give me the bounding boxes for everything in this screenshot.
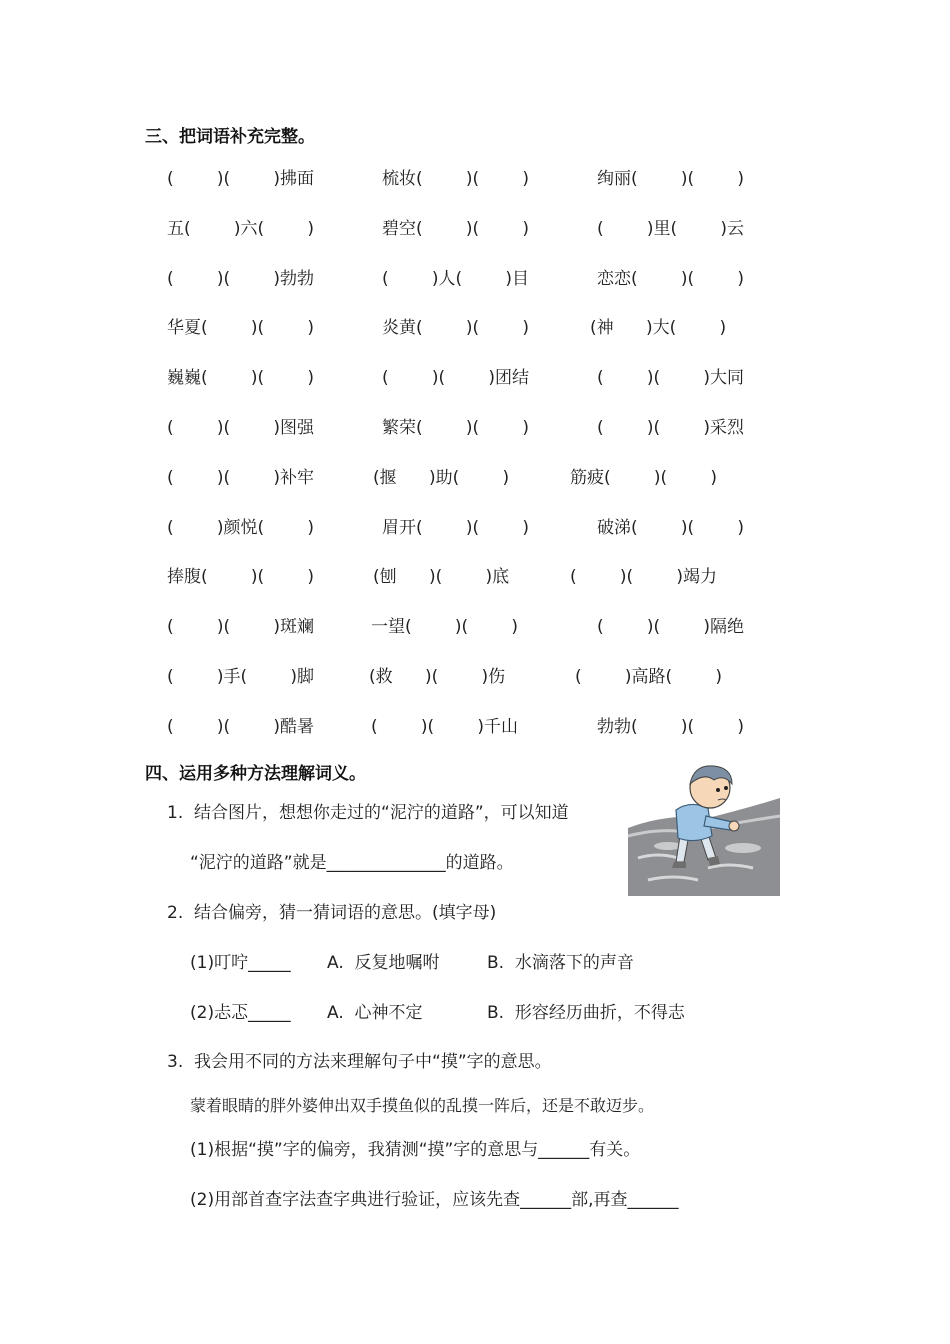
- fill-in-word: ( )( )图强: [167, 418, 314, 438]
- q3-title: 3. 我会用不同的方法来理解句子中“摸”字的意思。: [167, 1052, 552, 1072]
- boy-walking-on-muddy-road-illustration: [628, 758, 780, 896]
- fill-in-word: ( )( )酷暑: [167, 716, 314, 737]
- fill-in-word: ( )人( )目: [382, 268, 529, 289]
- q3-sub2: (2)用部首查字法查字典进行验证，应该先查______部,再查______: [190, 1190, 679, 1210]
- fill-in-word: ( )( )大同: [597, 368, 744, 389]
- section3-title: 三、把词语补充完整。: [145, 127, 315, 147]
- q2-title: 2. 结合偏旁，猜一猜词语的意思。(填字母): [167, 903, 497, 923]
- fill-in-word: 繁荣( )( ): [382, 418, 529, 438]
- fill-in-word: ( )( )采烈: [597, 418, 744, 438]
- fill-in-word: 破涕( )( ): [597, 517, 744, 538]
- q2-item1-option-a: A. 反复地嘱咐: [327, 953, 440, 973]
- fill-in-word: ( )颜悦( ): [167, 517, 314, 538]
- fill-in-word: 炎黄( )( ): [382, 318, 529, 339]
- fill-in-word: (神 )大( ): [590, 318, 727, 339]
- q3-sentence: 蒙着眼睛的胖外婆伸出双手摸鱼似的乱摸一阵后，还是不敢迈步。: [190, 1096, 655, 1115]
- fill-in-word: ( )( )隔绝: [597, 617, 744, 638]
- fill-in-word: 勃勃( )( ): [597, 716, 744, 737]
- fill-in-word: ( )手( )脚: [167, 667, 314, 687]
- fill-in-word: ( )( )拂面: [167, 169, 314, 189]
- fill-in-word: (刨 )( )底: [373, 567, 510, 588]
- fill-in-word: 五( )六( ): [167, 218, 314, 239]
- fill-in-word: 华夏( )( ): [167, 318, 314, 339]
- fill-in-word: 恋恋( )( ): [597, 268, 744, 289]
- fill-in-word: (揠 )助( ): [373, 467, 510, 488]
- fill-in-word: ( )里( )云: [597, 218, 744, 239]
- fill-in-word: 碧空( )( ): [382, 218, 529, 239]
- q2-item1-option-b: B. 水滴落下的声音: [487, 953, 634, 973]
- fill-in-word: ( )( )竭力: [570, 567, 717, 588]
- q2-item2-option-b: B. 形容经历曲折，不得志: [487, 1003, 685, 1023]
- q1-line2: “泥泞的道路”就是______________的道路。: [190, 853, 514, 873]
- fill-in-word: 巍巍( )( ): [167, 368, 314, 389]
- fill-in-word: 捧腹( )( ): [167, 567, 314, 588]
- fill-in-word: 筋疲( )( ): [570, 467, 717, 488]
- fill-in-word: ( )( )千山: [371, 716, 518, 737]
- fill-in-word: ( )( )补牢: [167, 467, 314, 488]
- q2-item1-stem: (1)叮咛_____: [190, 953, 291, 973]
- fill-in-word: 绚丽( )( ): [597, 169, 744, 189]
- fill-in-word: 一望( )( ): [371, 617, 518, 638]
- q3-sub1: (1)根据“摸”字的偏旁，我猜测“摸”字的意思与______有关。: [190, 1140, 641, 1160]
- fill-in-word: ( )( )团结: [382, 368, 529, 389]
- q1-line1: 1. 结合图片，想想你走过的“泥泞的道路”，可以知道: [167, 803, 569, 823]
- fill-in-word: ( )( )斑斓: [167, 617, 314, 638]
- fill-in-word: ( )( )勃勃: [167, 268, 314, 289]
- fill-in-word: (救 )( )伤: [369, 667, 506, 687]
- q2-item2-stem: (2)忐忑_____: [190, 1003, 291, 1023]
- fill-in-word: 眉开( )( ): [382, 517, 529, 538]
- section4-title: 四、运用多种方法理解词义。: [145, 764, 366, 784]
- fill-in-word: 梳妆( )( ): [382, 169, 529, 189]
- q2-item2-option-a: A. 心神不定: [327, 1003, 423, 1023]
- fill-in-word: ( )高路( ): [575, 667, 722, 687]
